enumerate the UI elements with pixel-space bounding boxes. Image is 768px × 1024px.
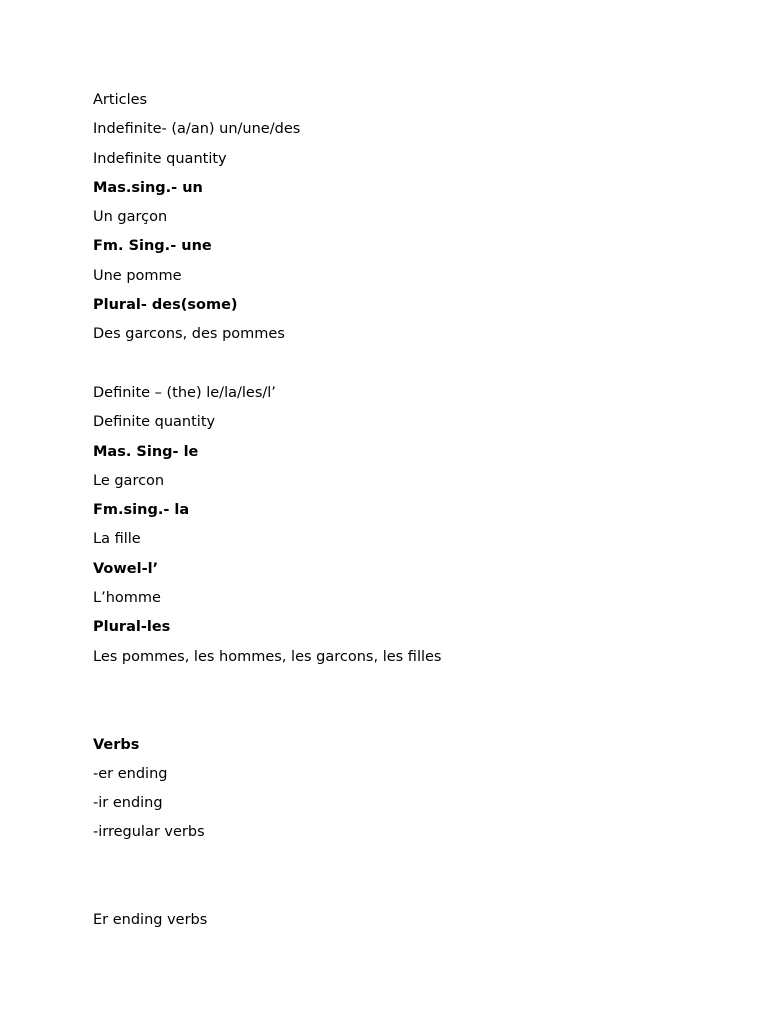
- doc-line: Le garcon: [93, 472, 165, 489]
- blank-line: [93, 701, 713, 730]
- doc-line-bold: Fm.sing.- la: [93, 502, 190, 519]
- doc-line: Les pommes, les hommes, les garcons, les filles: [93, 648, 442, 665]
- doc-line: L’homme: [93, 590, 161, 607]
- doc-line: Une pomme: [93, 267, 182, 284]
- doc-line: -er ending: [93, 765, 168, 782]
- doc-line: La fille: [93, 531, 141, 548]
- doc-line: -irregular verbs: [93, 824, 205, 841]
- doc-line-bold: Mas. Sing- le: [93, 443, 199, 460]
- doc-line: Definite – (the) le/la/les/l’: [93, 384, 276, 401]
- blank-line: [93, 848, 713, 877]
- blank-line: [93, 877, 713, 906]
- document-body: [93, 86, 713, 936]
- doc-line-bold: Mas.sing.- un: [93, 179, 203, 196]
- doc-line: Definite quantity: [93, 414, 216, 431]
- doc-line-bold: Vowel-l’: [93, 560, 159, 577]
- doc-line-bold: Verbs: [93, 736, 140, 753]
- doc-line: Er ending verbs: [93, 912, 208, 929]
- doc-line-bold: Plural-les: [93, 619, 171, 636]
- doc-line: Indefinite- (a/an) un/une/des: [93, 121, 301, 138]
- doc-line: Un garçon: [93, 209, 168, 226]
- blank-line: [93, 672, 713, 701]
- blank-line: [93, 350, 713, 379]
- doc-line-bold: Fm. Sing.- une: [93, 238, 212, 255]
- doc-line: Indefinite quantity: [93, 150, 227, 167]
- doc-line-bold: Plural- des(some): [93, 297, 238, 314]
- doc-line: Articles: [93, 92, 148, 108]
- doc-line: -ir ending: [93, 795, 163, 812]
- doc-line: Des garcons, des pommes: [93, 326, 285, 343]
